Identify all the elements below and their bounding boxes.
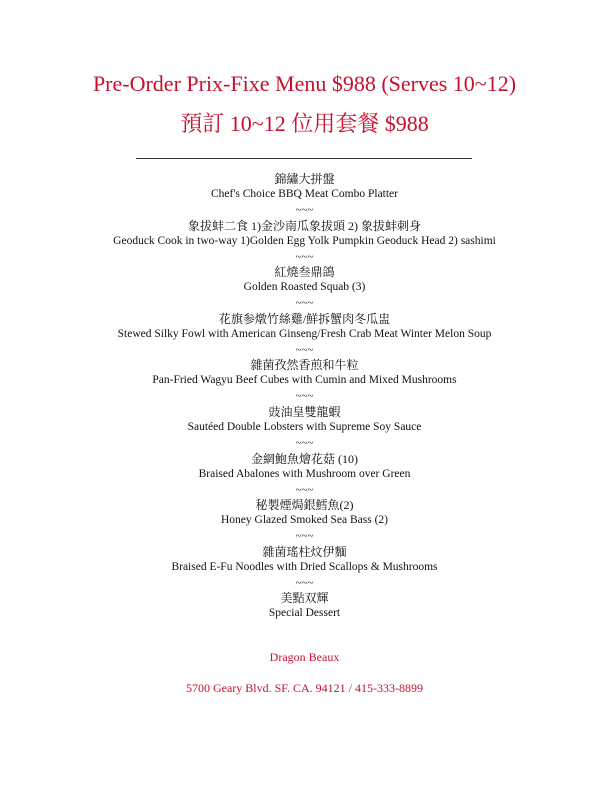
menu-title-english: Pre-Order Prix-Fixe Menu $988 (Serves 10~12) [92, 71, 517, 96]
course-item [0, 452, 609, 482]
course-name-chinese: 豉油皇雙龍蝦 [268, 404, 341, 419]
course-separator: ~~~ [295, 250, 314, 263]
course-item [0, 591, 609, 621]
course-name-chinese: 雜菌瑤柱炆伊麵 [262, 544, 347, 559]
course-name-english: Chef's Choice BBQ Meat Combo Platter [210, 188, 398, 200]
course-item [0, 358, 609, 388]
course-name-english: Stewed Silky Fowl with American Ginseng/Fresh Crab Meat Winter Melon Soup [117, 327, 492, 340]
course-item [0, 219, 609, 249]
course-name-chinese: 紅燒叁鼎鴿 [274, 265, 335, 280]
course-item [0, 172, 609, 202]
menu-title-chinese: 預訂 10~12 位用套餐 $988 [180, 111, 429, 136]
course-item [0, 498, 609, 528]
course-name-chinese: 秘製煙焗銀鱈魚(2) [255, 498, 354, 513]
course-item [0, 405, 609, 435]
course-name-english: Braised E-Fu Noodles with Dried Scallops & Mushrooms [171, 560, 438, 573]
course-separator: ~~~ [295, 297, 314, 310]
course-name-english: Geoduck Cook in two-way 1)Golden Egg Yolk Pumpkin Geoduck Head 2) sashimi [113, 234, 496, 247]
course-name-english: Golden Roasted Squab (3) [243, 281, 366, 294]
course-name-chinese: 花旗参燉竹絲雞/鮮拆蟹肉冬瓜盅 [218, 311, 391, 326]
course-separator: ~~~ [295, 530, 314, 543]
title-divider [136, 158, 472, 159]
course-separator: ~~~ [295, 390, 314, 403]
course-item [0, 265, 609, 295]
restaurant-address: 5700 Geary Blvd. SF. CA. 94121 / 415-333-8899 [185, 681, 424, 695]
course-name-english: Braised Abalones with Mushroom over Green [198, 467, 411, 480]
course-name-chinese: 金網鮑魚燴花菇 (10) [251, 451, 358, 466]
course-name-english: Honey Glazed Smoked Sea Bass (2) [220, 514, 389, 527]
course-item [0, 312, 609, 342]
course-name-chinese: 雜菌孜然香煎和牛粒 [250, 358, 359, 373]
course-separator: ~~~ [295, 576, 314, 589]
course-name-english: Pan-Fried Wagyu Beef Cubes with Cumin and Mixed Mushrooms [152, 374, 457, 387]
course-name-english: Sautéed Double Lobsters with Supreme Soy Sauce [187, 420, 422, 433]
course-separator: ~~~ [295, 483, 314, 496]
course-item [0, 545, 609, 575]
course-name-chinese: 象拔蚌二食 1)金沙南瓜象拔頭 2) 象拔蚌刺身 [188, 218, 421, 233]
course-name-chinese: 美點双輝 [280, 591, 329, 606]
course-name-chinese: 錦繡大拼盤 [274, 172, 335, 186]
course-name-english: Special Dessert [268, 607, 341, 620]
course-separator: ~~~ [295, 343, 314, 356]
course-separator: ~~~ [295, 204, 314, 216]
course-separator: ~~~ [295, 436, 314, 449]
restaurant-name: Dragon Beaux [269, 650, 340, 664]
course-list [0, 172, 609, 621]
